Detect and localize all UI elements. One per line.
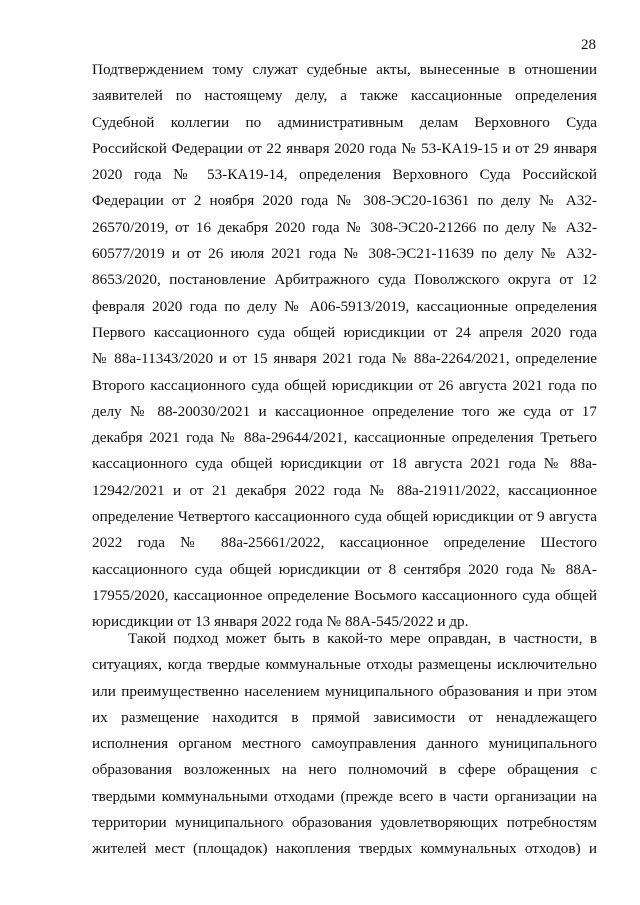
- text-line: Подтверждением тому служат судебные акты, вынесенные в отношении: [92, 61, 597, 78]
- text-line: кассационного суда общей юрисдикции от 8 сентября 2020 года № 88А-: [92, 560, 597, 578]
- text-line: Второго кассационного суда общей юрисдикции от 26 августа 2021 года по: [92, 376, 597, 394]
- text-line: 8653/2020, постановление Арбитражного суда Поволжского округа от 12: [92, 271, 597, 289]
- text-line: территории муниципального образования удовлетворяющих потребностям: [92, 814, 597, 832]
- text-line: жителей мест (площадок) накопления твердых коммунальных отходов) и: [92, 840, 597, 858]
- text-line: № 88а-11343/2020 и от 15 января 2021 года № 88а-2264/2021, определение: [92, 350, 597, 368]
- text-line: заявителей по настоящему делу, а также кассационные определения: [92, 87, 597, 105]
- text-line: образования возложенных на него полномочий в сфере обращения с: [92, 761, 597, 779]
- text-line: 60577/2019 и от 26 июля 2021 года № 308-ЭС21-11639 по делу № А32-: [92, 245, 597, 263]
- paragraph-2: [92, 626, 597, 863]
- text-line: Такой подход может быть в какой-то мере оправдан, в частности, в: [128, 630, 597, 647]
- text-line: Российской Федерации от 22 января 2020 года № 53-КА19-15 и от 29 января: [92, 139, 597, 157]
- text-line: февраля 2020 года по делу № А06-5913/2019, кассационные определения: [92, 297, 597, 315]
- text-line: Судебной коллегии по административным делам Верховного Суда: [92, 113, 597, 131]
- text-line: делу № 88-20030/2021 и кассационное определение того же суда от 17: [92, 402, 597, 420]
- text-line: 2020 года № 53-КА19-14, определения Верховного Суда Российской: [92, 166, 597, 184]
- text-line: 17955/2020, кассационное определение Восьмого кассационного суда общей: [92, 586, 597, 604]
- text-line: Федерации от 2 ноября 2020 года № 308-ЭС20-16361 по делу № А32-: [92, 192, 597, 210]
- text-line: исполнения органом местного самоуправления данного муниципального: [92, 735, 597, 753]
- text-line: твердыми коммунальными отходами (прежде всего в части организации на: [92, 787, 597, 805]
- text-line: 12942/2021 и от 21 декабря 2022 года № 88а-21911/2022, кассационное: [92, 481, 597, 499]
- text-line: 26570/2019, от 16 декабря 2020 года № 308-ЭС20-21266 по делу № А32-: [92, 218, 597, 236]
- page-number: 28: [581, 37, 596, 53]
- text-line: определение Четвертого кассационного суда общей юрисдикции от 9 августа: [92, 508, 597, 526]
- text-line: Первого кассационного суда общей юрисдикции от 24 апреля 2020 года: [92, 323, 597, 341]
- text-line: декабря 2021 года № 88а-29644/2021, кассационные определения Третьего: [92, 429, 597, 447]
- text-line: или преимущественно населением муниципального образования и при этом: [92, 682, 597, 700]
- text-line: юрисдикции от 13 января 2022 года № 88А-545/2022 и др.: [92, 613, 469, 631]
- paragraph-1: [92, 57, 597, 636]
- text-line: 2022 года № 88а-25661/2022, кассационное определение Шестого: [92, 534, 597, 552]
- text-line: кассационного суда общей юрисдикции от 18 августа 2021 года № 88а-: [92, 455, 597, 473]
- text-line: их размещение находится в прямой зависимости от ненадлежащего: [92, 708, 597, 726]
- text-line: ситуациях, когда твердые коммунальные отходы размещены исключительно: [92, 656, 597, 674]
